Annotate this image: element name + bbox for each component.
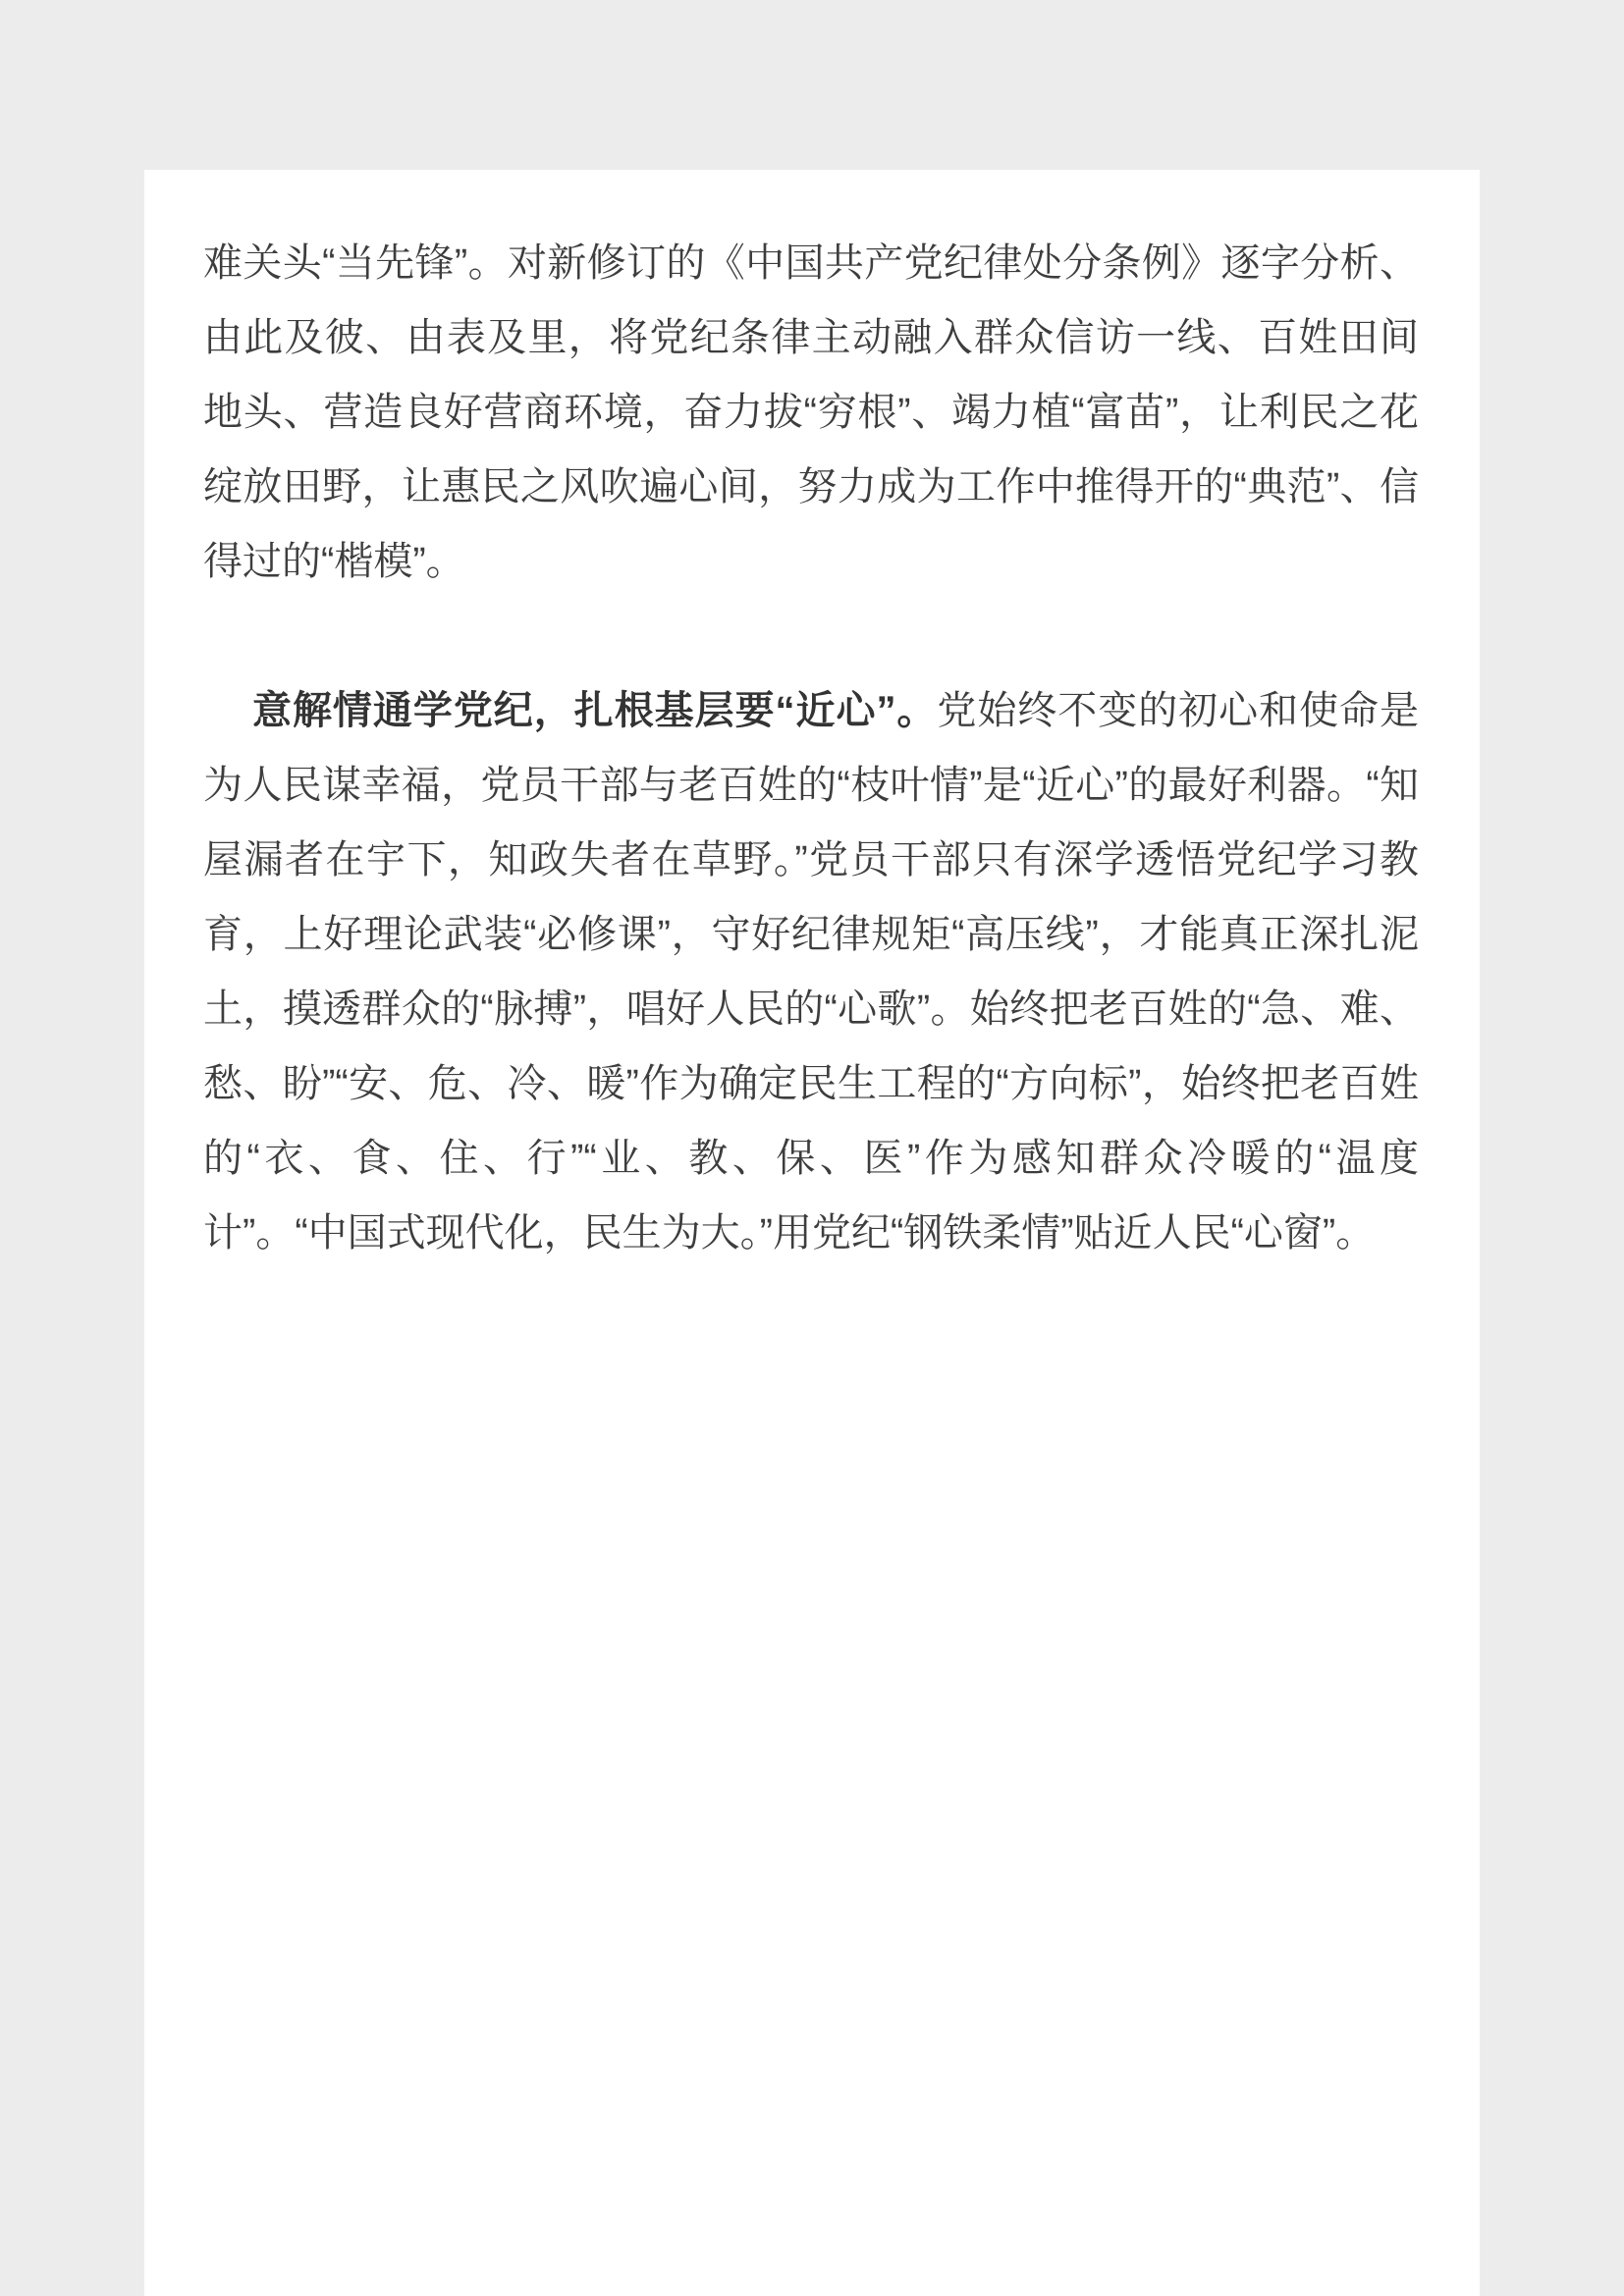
paragraph-1 [203,226,1419,599]
paragraph-2-body-text: 党始终不变的初心和使命是为人民谋幸福，党员干部与老百姓的“枝叶情”是“近心”的最好利器。“知屋漏者在宇下，知政失者在草野。”党员干部只有深学透悟党纪学习教育，上好理论武装“必修课”，守好纪律规矩“高压线”，才能真正深扎泥土，摸透群众的“脉搏”，唱好人民的“心歌”。始终把老百姓的“急、难、愁、盼”“安、危、冷、暖”作为确定民生工程的“方向标”，始终把老百姓的“衣、食、住、行”“业、教、保、医”作为感知群众冷暖的“温度计”。“中国式现代化，民生为大。”用党纪“钢铁柔情”贴近人民“心窗”。 [203,689,1420,1255]
paragraph-2-lead-bold-text: 意解情通学党纪，扎根基层要“近心”。 [252,689,938,732]
paragraph-1-text: 难关头“当先锋”。对新修订的《中国共产党纪律处分条例》逐字分析、由此及彼、由表及里，将党纪条律主动融入群众信访一线、百姓田间地头、营造良好营商环境，奋力拔“穷根”、竭力植“富苗”，让利民之花绽放田野，让惠民之风吹遍心间，努力成为工作中推得开的“典范”、信得过的“楷模”。 [203,241,1419,583]
paragraph-2 [203,673,1419,1270]
document-content [144,170,1480,1270]
document-page [144,170,1480,2296]
